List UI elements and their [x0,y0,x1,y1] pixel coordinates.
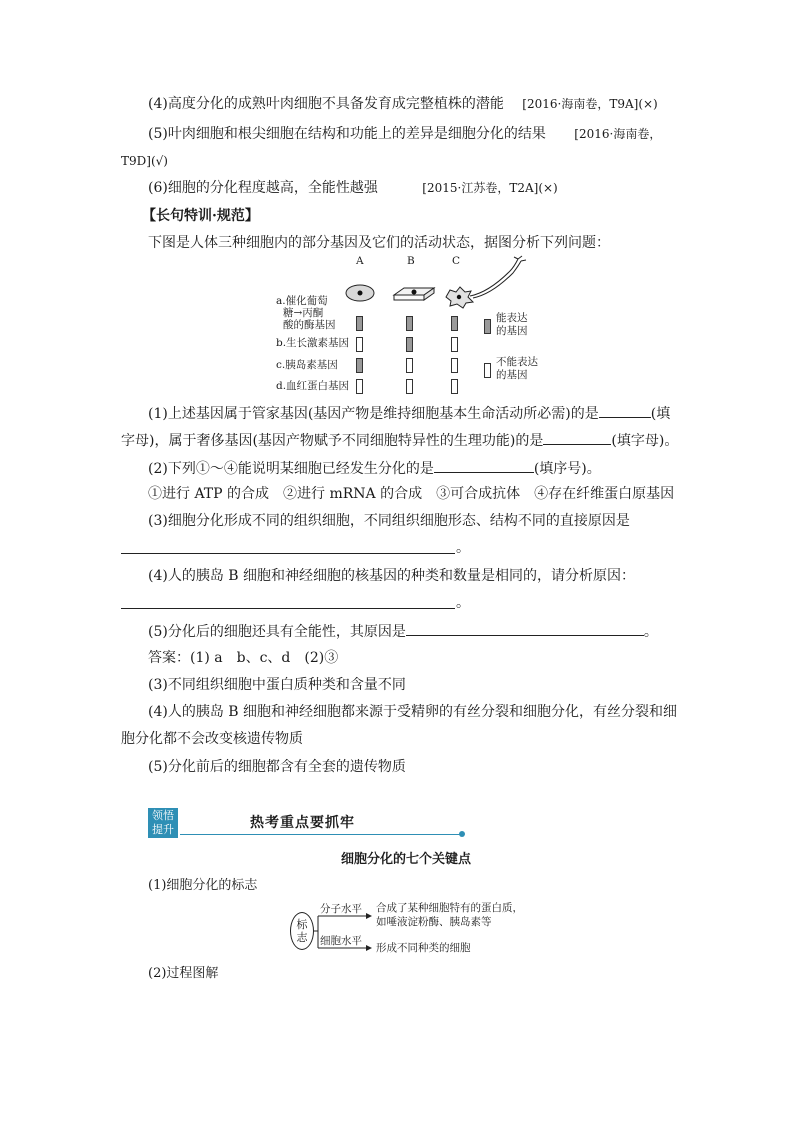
item-q4-text: (4)高度分化的成熟叶肉细胞不具备发育成完整植株的潜能 [148,96,504,112]
molecular-level-label: 分子水平 [320,903,362,915]
answer-line-4: 胞分化都不会改变核遗传物质 [121,731,303,747]
question-3-period: 。 [456,540,470,556]
question-3: (3)细胞分化形成不同的组织细胞，不同组织细胞形态、结构不同的直接原因是 [148,513,630,529]
answer-blank-4[interactable] [121,608,455,609]
gene-a-cell-c [451,316,458,331]
molecular-desc-1: 合成了某种细胞特有的蛋白质， [376,902,523,914]
marker-circle-char-1: 标 [296,918,308,931]
answer-blank-3[interactable] [121,553,455,554]
question-5 [148,620,658,642]
column-b-label: B [407,255,415,267]
answer-line-3: (4)人的胰岛 B 细胞和神经细胞都来源于受精卵的有丝分裂和细胞分化，有丝分裂和细 [148,704,678,720]
legend-on-label-1: 能表达 [496,312,528,324]
legend-off-label-2: 的基因 [496,369,528,381]
section-badge-line-1: 领悟 [152,809,174,822]
legend-on-swatch [484,319,491,334]
item-q5-source-cont: T9D](√) [121,154,168,168]
item-q6 [148,178,558,198]
gene-c-cell-c [451,358,458,373]
cellular-level-label: 细胞水平 [320,935,362,947]
question-5-period: 。 [643,624,658,640]
item-q4 [148,94,658,114]
gene-a-label-2: 糖→丙酮 [283,307,324,319]
gene-c-cell-b [406,358,413,373]
gene-a-cell-b [406,316,413,331]
question-1-text-d: (填字母)。 [611,433,679,449]
item-q5 [148,124,661,144]
section-subtitle: 细胞分化的七个关键点 [341,852,472,867]
question-2-options: ①进行 ATP 的合成 ②进行 mRNA 的合成 ③可合成抗体 ④存在纤维蛋白原基因 [148,486,675,502]
item-q6-source: [2015·江苏卷，T2A](×) [422,181,558,195]
question-1-text-c: 字母)，属于奢侈基因(基因产物赋予不同细胞特异性的生理功能)的是 [121,433,544,449]
gene-d-cell-a [356,379,363,394]
gene-figure [270,255,570,400]
gene-b-cell-c [451,337,458,352]
question-1-line-1 [148,402,670,424]
section-banner [148,808,468,840]
marker-circle-char-2: 志 [296,931,308,944]
gene-d-cell-b [406,379,413,394]
gene-b-cell-b [406,337,413,352]
point-1: (1)细胞分化的标志 [148,878,258,893]
gene-b-cell-a [356,337,363,352]
question-1-text-a: (1)上述基因属于管家基因(基因产物是维持细胞基本生命活动所必需)的是 [148,406,599,422]
question-4: (4)人的胰岛 B 细胞和神经细胞的核基因的种类和数量是相同的，请分析原因： [148,568,636,584]
answer-line-2: (3)不同组织细胞中蛋白质种类和含量不同 [148,677,406,693]
question-4-period: 。 [456,595,470,611]
answer-blank-1b[interactable] [543,429,611,445]
answer-blank-2[interactable] [434,457,534,473]
question-2 [148,457,601,479]
answer-blank-1a[interactable] [599,402,651,418]
section-rule [180,834,462,835]
question-1-text-b: (填 [650,406,671,422]
gene-a-label-1: a.催化葡萄 [276,295,328,307]
gene-a-label-3: 酸的酶基因 [283,319,336,331]
gene-c-cell-a [356,358,363,373]
cellular-desc: 形成不同种类的细胞 [376,942,471,954]
question-2-text-a: (2)下列①～④能说明某细胞已经发生分化的是 [148,461,434,477]
section-badge-line-2: 提升 [152,823,174,836]
cell-c-neuron-icon [446,256,526,308]
long-sentence-intro: 下图是人体三种细胞内的部分基因及它们的活动状态，据图分析下列问题： [148,235,610,251]
molecular-desc-2: 如唾液淀粉酶、胰岛素等 [376,916,492,928]
item-q6-text: (6)细胞的分化程度越高，全能性越强 [148,180,378,196]
column-a-label: A [356,255,364,267]
point-2: (2)过程图解 [148,966,219,981]
item-q5-source: [2016·海南卷， [574,127,662,141]
gene-a-cell-a [356,316,363,331]
column-c-label: C [452,255,461,267]
gene-c-label: c.胰岛素基因 [276,359,338,371]
gene-d-cell-c [451,379,458,394]
gene-b-label: b.生长激素基因 [276,337,350,349]
section-badge [148,808,178,838]
section-title: 热考重点要抓牢 [250,815,355,831]
item-q5-text: (5)叶肉细胞和根尖细胞在结构和功能上的差异是细胞分化的结果 [148,126,546,142]
section-rule-dot [459,831,465,837]
differentiation-marker-diagram [288,898,548,962]
legend-off-swatch [484,363,491,378]
question-5-text: (5)分化后的细胞还具有全能性，其原因是 [148,624,406,640]
answer-line-5: (5)分化前后的细胞都含有全套的遗传物质 [148,759,406,775]
item-q4-source: [2016·海南卷，T9A](×) [522,97,658,111]
answer-blank-5[interactable] [406,620,644,636]
legend-off-label-1: 不能表达 [496,356,538,368]
legend-on-label-2: 的基因 [496,325,528,337]
question-1-line-2 [121,429,678,451]
answer-line-1: 答案：(1) a b、c、d (2)③ [148,650,339,666]
long-sentence-heading: 【长句特训·规范】 [142,208,259,224]
gene-d-label: d.血红蛋白基因 [276,380,350,392]
question-2-text-b: (填序号)。 [533,461,601,477]
